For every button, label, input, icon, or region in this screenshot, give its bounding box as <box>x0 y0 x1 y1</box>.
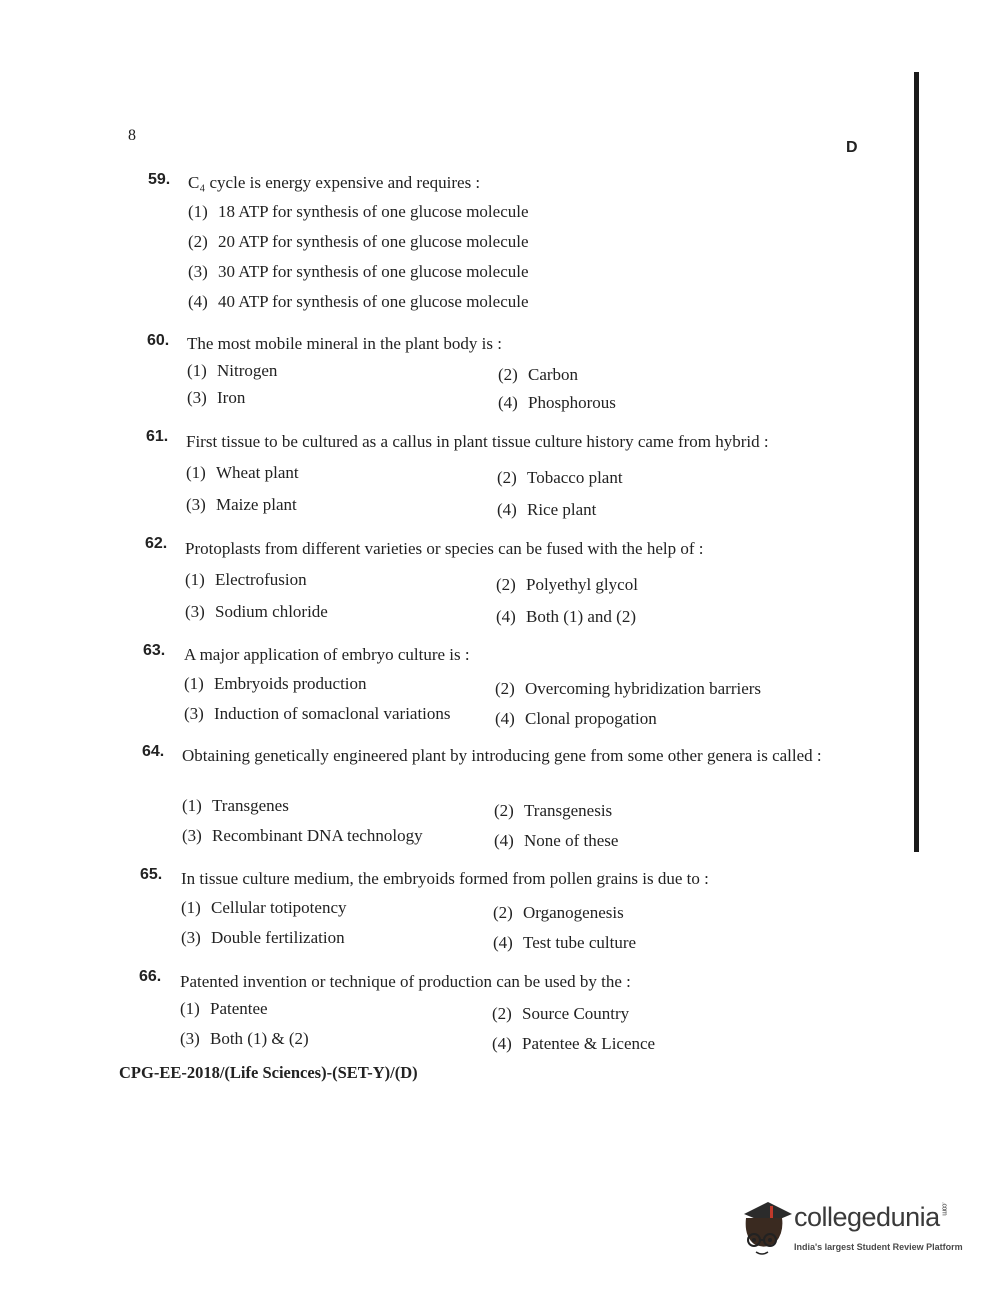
option <box>492 1034 655 1054</box>
option <box>181 898 347 918</box>
option <box>496 607 636 627</box>
option-text: 18 ATP for synthesis of one glucose molecule <box>218 202 529 221</box>
option-number: (4) <box>493 933 513 952</box>
question-number: 61. <box>146 428 169 445</box>
question-text: Patented invention or technique of production can be used by the : <box>180 972 631 991</box>
footer-code: CPG-EE-2018/(Life Sciences)-(SET-Y)/(D) <box>119 1063 418 1082</box>
option <box>184 704 451 724</box>
option-number: (1) <box>184 674 204 693</box>
option-number: (4) <box>492 1034 512 1053</box>
option-number: (4) <box>494 831 514 850</box>
option <box>185 570 307 590</box>
option-number: (1) <box>188 202 208 221</box>
question-number: 66. <box>139 968 162 985</box>
option <box>184 674 367 694</box>
option-number: (4) <box>495 709 515 728</box>
question-number: 64. <box>142 743 165 760</box>
set-code: D <box>846 139 858 156</box>
option <box>496 575 638 595</box>
option <box>495 679 761 699</box>
option <box>187 388 245 408</box>
question-number: 60. <box>147 332 170 349</box>
option-number: (3) <box>180 1029 200 1048</box>
option-text: Sodium chloride <box>215 602 328 621</box>
option-text: Wheat plant <box>216 463 299 482</box>
option-number: (3) <box>188 262 208 281</box>
option <box>188 232 529 252</box>
option <box>494 801 612 821</box>
option-number: (1) <box>181 898 201 917</box>
option-number: (1) <box>185 570 205 589</box>
option <box>182 826 423 846</box>
option-number: (3) <box>186 495 206 514</box>
option <box>187 361 277 381</box>
option-text: Embryoids production <box>214 674 367 693</box>
option-number: (2) <box>492 1004 512 1023</box>
option-number: (3) <box>184 704 204 723</box>
option-text: Maize plant <box>216 495 297 514</box>
option <box>494 831 618 851</box>
logo-name <box>794 1202 948 1233</box>
option-text: Patentee <box>210 999 268 1018</box>
option-text: Induction of somaclonal variations <box>214 704 451 723</box>
option-text: Overcoming hybridization barriers <box>525 679 762 698</box>
option <box>180 1029 309 1049</box>
option-text: Source Country <box>522 1004 630 1023</box>
option-text: Cellular totipotency <box>211 898 347 917</box>
option-number: (3) <box>187 388 207 407</box>
question-number: 62. <box>145 535 168 552</box>
option-number: (1) <box>180 999 200 1018</box>
option-text: 40 ATP for synthesis of one glucose molecule <box>218 292 529 311</box>
option-number: (2) <box>493 903 513 922</box>
question-number: 65. <box>140 866 163 883</box>
logo-tagline: India's largest Student Review Platform <box>794 1242 963 1252</box>
option-text: Both (1) & (2) <box>210 1029 309 1048</box>
option-text: None of these <box>524 831 619 850</box>
option-number: (2) <box>188 232 208 251</box>
question-text: First tissue to be cultured as a callus in plant tissue culture history came from hybrid : <box>186 432 769 451</box>
option-number: (4) <box>188 292 208 311</box>
option <box>185 602 328 622</box>
option <box>493 933 636 953</box>
option <box>181 928 345 948</box>
option-text: Organogenesis <box>523 903 624 922</box>
option-text: Double fertilization <box>211 928 345 947</box>
option-text: Clonal propogation <box>525 709 657 728</box>
option <box>188 292 529 312</box>
option-text: Transgenes <box>212 796 289 815</box>
option-text: 20 ATP for synthesis of one glucose molecule <box>218 232 529 251</box>
question-text: A major application of embryo culture is : <box>184 645 470 664</box>
page-number: 8 <box>128 127 136 144</box>
option-number: (3) <box>181 928 201 947</box>
question-text: Obtaining genetically engineered plant by introducing gene from some other genera is called : <box>182 746 822 765</box>
option-text: Tobacco plant <box>527 468 623 487</box>
option-text: Iron <box>217 388 246 407</box>
question-text: In tissue culture medium, the embryoids formed from pollen grains is due to : <box>181 869 709 888</box>
option-number: (2) <box>496 575 516 594</box>
option-number: (1) <box>182 796 202 815</box>
option-text: Carbon <box>528 365 579 384</box>
option-text: Electrofusion <box>215 570 307 589</box>
option-text: Recombinant DNA technology <box>212 826 423 845</box>
option-text: Both (1) and (2) <box>526 607 637 626</box>
logo-name-text: collegedunia <box>794 1202 940 1232</box>
option-number: (1) <box>186 463 206 482</box>
option-number: (4) <box>497 500 517 519</box>
option <box>188 202 529 222</box>
logo-superscript: .com <box>940 1202 948 1216</box>
option-text: Phosphorous <box>528 393 616 412</box>
option <box>186 495 297 515</box>
option <box>493 903 624 923</box>
question-text: C₄ cycle is energy expensive and requires : <box>188 173 481 192</box>
option <box>492 1004 629 1024</box>
option <box>498 365 578 385</box>
option <box>497 500 596 520</box>
option-text: Polyethyl glycol <box>526 575 638 594</box>
question-number: 63. <box>143 642 166 659</box>
option-text: Patentee & Licence <box>522 1034 656 1053</box>
option-text: Transgenesis <box>524 801 613 820</box>
option-number: (3) <box>182 826 202 845</box>
option-number: (1) <box>187 361 207 380</box>
option-text: Nitrogen <box>217 361 278 380</box>
option-number: (3) <box>185 602 205 621</box>
option-text: Rice plant <box>527 500 597 519</box>
option-text: 30 ATP for synthesis of one glucose molecule <box>218 262 529 281</box>
option-text: Test tube culture <box>523 933 637 952</box>
option <box>497 468 623 488</box>
question-number: 59. <box>148 171 171 188</box>
question-text: Protoplasts from different varieties or species can be fused with the help of : <box>185 539 704 558</box>
option-number: (2) <box>494 801 514 820</box>
option-number: (2) <box>495 679 515 698</box>
option-number: (4) <box>498 393 518 412</box>
option <box>180 999 268 1019</box>
question-text: The most mobile mineral in the plant body is : <box>187 334 502 353</box>
option <box>188 262 529 282</box>
option <box>182 796 289 816</box>
option <box>495 709 657 729</box>
option <box>186 463 299 483</box>
option-number: (2) <box>497 468 517 487</box>
collegedunia-logo[interactable] <box>736 1196 961 1260</box>
option-number: (2) <box>498 365 518 384</box>
option-number: (4) <box>496 607 516 626</box>
page-edge-bar <box>914 72 919 852</box>
mascot-icon <box>736 1196 794 1260</box>
option <box>498 393 616 413</box>
